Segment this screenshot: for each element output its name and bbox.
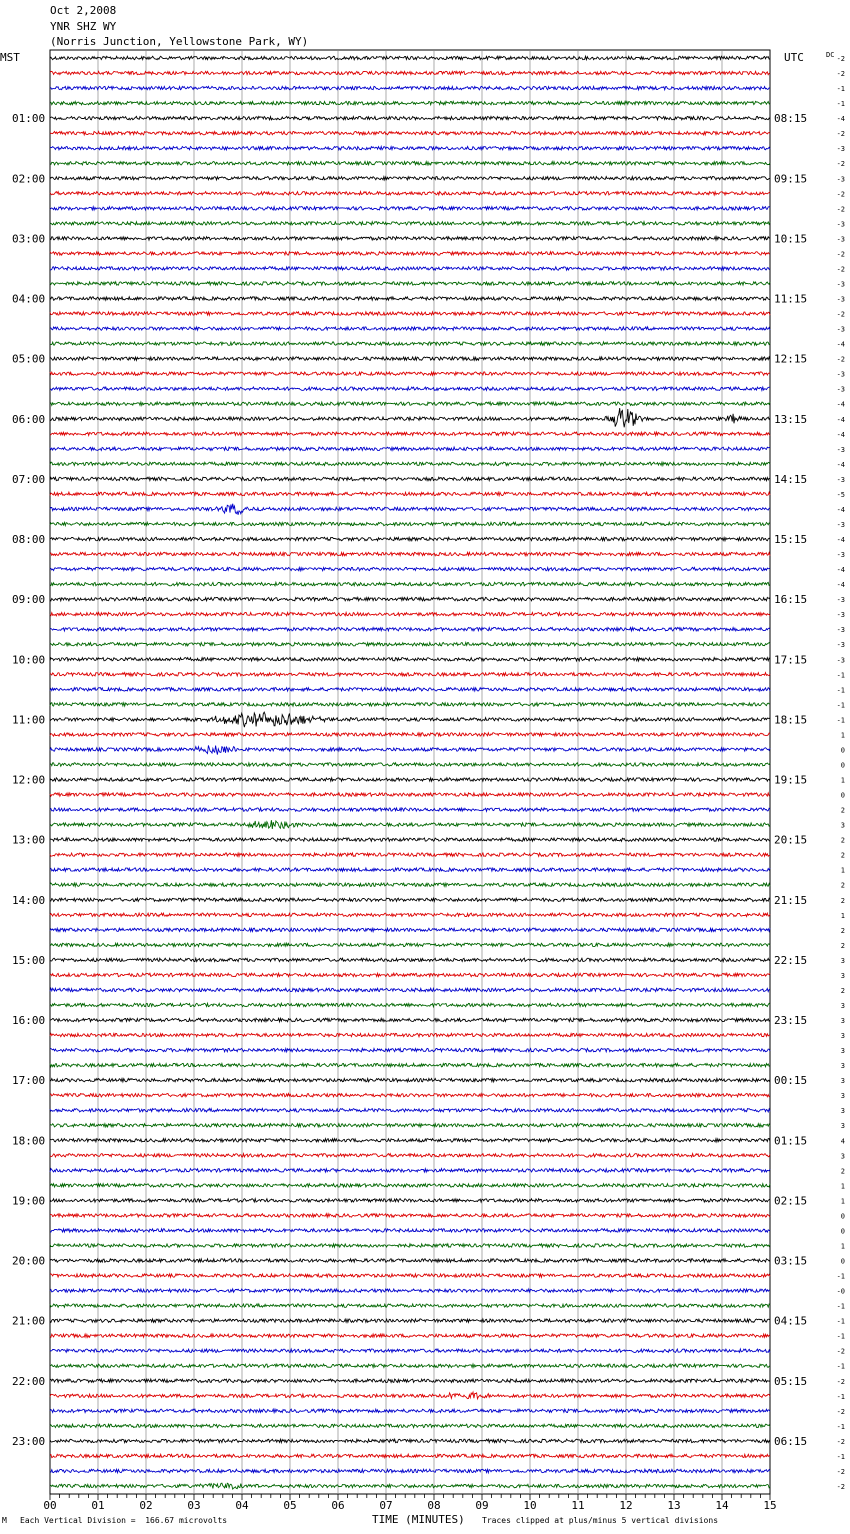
seismic-trace (50, 703, 770, 706)
mst-hour-label: 19:00 (12, 1194, 46, 1208)
dc-offset-label: -3 (836, 280, 845, 289)
footer-mark: M (2, 1516, 7, 1525)
dc-offset-label: -5 (836, 490, 845, 499)
seismic-trace (50, 267, 770, 270)
dc-offset-label: -2 (836, 1377, 845, 1386)
dc-offset-label: 1 (840, 731, 845, 740)
seismic-trace (50, 1319, 770, 1322)
seismic-trace (50, 372, 770, 375)
dc-offset-label: 2 (840, 986, 845, 995)
header-station: YNR SHZ WY (50, 20, 117, 33)
seismic-trace (50, 582, 770, 585)
mst-hour-label: 21:00 (12, 1314, 46, 1328)
dc-offset-label: -3 (836, 611, 845, 620)
dc-offset-label: 3 (840, 821, 845, 830)
seismic-trace (50, 1469, 770, 1472)
mst-hour-label: 14:00 (12, 893, 46, 907)
seismic-trace (50, 898, 770, 901)
utc-hour-label: 17:15 (774, 653, 808, 667)
dc-offset-label: 0 (840, 1212, 845, 1221)
mst-hour-label: 08:00 (12, 533, 46, 547)
mst-hour-label: 16:00 (12, 1014, 46, 1028)
dc-offset-label: 3 (840, 971, 845, 980)
seismic-trace (50, 71, 770, 74)
seismic-trace (50, 793, 770, 796)
seismic-trace (50, 1244, 770, 1247)
dc-offset-label: -4 (836, 430, 845, 439)
mst-hour-label: 03:00 (12, 232, 46, 246)
x-tick-label: 10 (523, 1499, 537, 1512)
utc-hour-label: 15:15 (774, 533, 808, 547)
x-tick-label: 09 (475, 1499, 489, 1512)
seismic-trace (50, 312, 770, 315)
utc-hour-label: 06:15 (774, 1434, 808, 1448)
dc-offset-label: 1 (840, 911, 845, 920)
seismic-trace (50, 1184, 770, 1187)
seismic-trace (50, 1349, 770, 1352)
seismic-trace (50, 778, 770, 781)
seismic-trace (50, 357, 770, 360)
seismic-trace (50, 688, 770, 691)
seismic-trace (50, 808, 770, 811)
utc-hour-label: 00:15 (774, 1074, 808, 1088)
dc-offset-label: -1 (836, 1452, 845, 1461)
dc-offset-label: -3 (836, 656, 845, 665)
seismic-trace (50, 56, 770, 59)
dc-offset-label: -3 (836, 520, 845, 529)
dc-offset-label: 2 (840, 806, 845, 815)
x-tick-label: 01 (91, 1499, 105, 1512)
mst-hour-label: 01:00 (12, 112, 46, 126)
mst-hour-label: 18:00 (12, 1134, 46, 1148)
seismic-trace (50, 712, 770, 727)
seismic-trace (50, 1334, 770, 1337)
x-axis-title: TIME (MINUTES) (372, 1513, 465, 1526)
dc-offset-label: -1 (836, 701, 845, 710)
utc-hour-label: 08:15 (774, 112, 808, 126)
seismic-trace (50, 745, 770, 754)
seismic-trace (50, 402, 770, 405)
seismic-trace (50, 820, 770, 829)
dc-offset-label: -1 (836, 100, 845, 109)
seismic-trace (50, 177, 770, 180)
dc-offset-label: -4 (836, 505, 845, 514)
dc-offset-label: 0 (840, 1227, 845, 1236)
seismic-trace (50, 462, 770, 465)
header-location: (Norris Junction, Yellowstone Park, WY) (50, 35, 309, 48)
dc-offset-label: 2 (840, 926, 845, 935)
seismic-trace (50, 1364, 770, 1367)
dc-offset-label: 0 (840, 746, 845, 755)
seismic-trace (50, 387, 770, 390)
dc-offset-label: -1 (836, 686, 845, 695)
dc-offset-label: 1 (840, 1197, 845, 1206)
dc-offset-label: 3 (840, 1047, 845, 1056)
seismic-trace (50, 1079, 770, 1082)
mst-hour-label: 12:00 (12, 773, 46, 787)
dc-offset-label: -3 (836, 325, 845, 334)
dc-offset-label: 3 (840, 1107, 845, 1116)
seismic-trace (50, 116, 770, 119)
dc-offset-label: -1 (836, 1392, 845, 1401)
seismic-trace (50, 1018, 770, 1021)
seismic-trace (50, 958, 770, 961)
dc-offset-label: 3 (840, 1032, 845, 1041)
dc-offset-label: -2 (836, 190, 845, 199)
seismic-trace (50, 1169, 770, 1172)
x-tick-label: 08 (427, 1499, 441, 1512)
dc-offset-label: -2 (836, 130, 845, 139)
x-tick-label: 14 (715, 1499, 729, 1512)
seismic-trace (50, 192, 770, 195)
seismic-trace (50, 1409, 770, 1412)
seismic-trace (50, 763, 770, 766)
mst-hour-label: 02:00 (12, 172, 46, 186)
seismic-trace (50, 492, 770, 495)
seismic-trace (50, 1154, 770, 1157)
x-tick-label: 03 (187, 1499, 201, 1512)
x-tick-label: 06 (331, 1499, 345, 1512)
utc-hour-label: 14:15 (774, 472, 808, 486)
dc-offset-label: 2 (840, 896, 845, 905)
dc-offset-label: -1 (836, 1272, 845, 1281)
utc-hour-label: 18:15 (774, 713, 808, 727)
seismic-trace (50, 1274, 770, 1277)
dc-offset-label: -1 (836, 1362, 845, 1371)
dc-offset-label: 2 (840, 836, 845, 845)
dc-offset-label: -3 (836, 445, 845, 454)
utc-hour-label: 21:15 (774, 893, 808, 907)
dc-offset-label: 3 (840, 1077, 845, 1086)
dc-offset-label: -2 (836, 55, 845, 63)
dc-offset-label: -4 (836, 566, 845, 575)
seismic-trace (50, 1063, 770, 1066)
dc-offset-label: -3 (836, 641, 845, 650)
dc-offset-label: 2 (840, 851, 845, 860)
seismic-trace (50, 597, 770, 600)
dc-offset-label: -3 (836, 475, 845, 484)
dc-offset-label: -4 (836, 460, 845, 469)
dc-offset-label: 1 (840, 776, 845, 785)
seismic-trace (50, 132, 770, 135)
utc-hour-label: 22:15 (774, 953, 808, 967)
seismic-trace (50, 252, 770, 255)
seismic-trace (50, 973, 770, 976)
seismic-trace (50, 1483, 770, 1489)
mst-hour-label: 15:00 (12, 953, 46, 967)
scale-note: Each Vertical Division = 166.67 microvolts (20, 1516, 228, 1525)
header-date: Oct 2,2008 (50, 4, 117, 17)
seismic-trace (50, 1214, 770, 1217)
seismic-trace (50, 838, 770, 841)
dc-offset-label: -3 (836, 220, 845, 229)
seismic-trace (50, 1259, 770, 1262)
dc-offset-label: 3 (840, 956, 845, 965)
dc-offset-label: -3 (836, 235, 845, 244)
x-tick-label: 07 (379, 1499, 393, 1512)
seismic-trace (50, 1289, 770, 1292)
x-tick-label: 00 (43, 1499, 57, 1512)
dc-offset-label: 2 (840, 1167, 845, 1176)
seismic-trace (50, 1199, 770, 1202)
dc-offset-label: 3 (840, 1122, 845, 1131)
dc-offset-label: -2 (836, 1437, 845, 1446)
dc-offset-label: -2 (836, 265, 845, 274)
clip-note: Traces clipped at plus/minus 5 vertical divisions (482, 1516, 719, 1525)
seismic-trace (50, 943, 770, 946)
dc-offset-label: -3 (836, 370, 845, 379)
utc-hour-label: 04:15 (774, 1314, 808, 1328)
utc-hour-label: 05:15 (774, 1374, 808, 1388)
seismic-trace (50, 432, 770, 435)
utc-hour-label: 16:15 (774, 593, 808, 607)
seismic-trace (50, 1033, 770, 1036)
dc-offset-label: -1 (836, 1422, 845, 1431)
mst-hour-label: 04:00 (12, 292, 46, 306)
dc-offset-label: 1 (840, 866, 845, 875)
dc-offset-label: -1 (836, 85, 845, 94)
seismic-trace (50, 86, 770, 89)
dc-offset-label: 0 (840, 761, 845, 770)
mst-hour-label: 11:00 (12, 713, 46, 727)
seismic-trace (50, 1304, 770, 1307)
dc-offset-label: -1 (836, 1317, 845, 1326)
dc-offset-label: -4 (836, 581, 845, 590)
x-tick-label: 05 (283, 1499, 297, 1512)
dc-offset-label: -2 (836, 160, 845, 169)
seismic-trace (50, 147, 770, 150)
utc-hour-label: 13:15 (774, 412, 808, 426)
dc-title-label: DC (826, 51, 835, 59)
dc-offset-label: -4 (836, 400, 845, 409)
x-tick-label: 15 (763, 1499, 777, 1512)
dc-offset-label: -2 (836, 1483, 845, 1491)
dc-offset-label: -4 (836, 115, 845, 124)
seismic-trace (50, 658, 770, 661)
utc-hour-label: 10:15 (774, 232, 808, 246)
dc-offset-label: -2 (836, 1467, 845, 1476)
seismic-trace (50, 207, 770, 210)
utc-hour-label: 01:15 (774, 1134, 808, 1148)
dc-offset-label: -3 (836, 175, 845, 184)
seismic-trace (50, 1379, 770, 1382)
x-tick-label: 11 (571, 1499, 585, 1512)
seismic-trace (50, 1124, 770, 1127)
x-tick-label: 13 (667, 1499, 681, 1512)
seismic-trace (50, 522, 770, 525)
seismic-trace (50, 162, 770, 165)
seismic-trace (50, 868, 770, 871)
dc-offset-label: 3 (840, 1017, 845, 1026)
dc-offset-label: -2 (836, 355, 845, 364)
seismic-trace (50, 1392, 770, 1399)
dc-offset-label: -1 (836, 1332, 845, 1341)
dc-offset-label: -3 (836, 295, 845, 304)
dc-offset-label: 2 (840, 941, 845, 950)
seismic-trace (50, 282, 770, 285)
utc-hour-label: 09:15 (774, 172, 808, 186)
mst-hour-label: 06:00 (12, 412, 46, 426)
seismic-trace (50, 1139, 770, 1142)
mst-hour-label: 13:00 (12, 833, 46, 847)
seismic-trace (50, 297, 770, 300)
dc-offset-label: -2 (836, 205, 845, 214)
dc-offset-label: 2 (840, 881, 845, 890)
dc-offset-label: -1 (836, 1302, 845, 1311)
seismic-trace (50, 477, 770, 480)
dc-offset-label: 1 (840, 1182, 845, 1191)
dc-offset-label: -3 (836, 551, 845, 560)
utc-hour-label: 20:15 (774, 833, 808, 847)
seismic-trace (50, 101, 770, 104)
seismic-trace (50, 567, 770, 570)
seismic-trace (50, 853, 770, 856)
dc-offset-label: -2 (836, 250, 845, 259)
mst-hour-label: 10:00 (12, 653, 46, 667)
seismic-trace (50, 327, 770, 330)
seismic-trace (50, 928, 770, 931)
seismic-trace (50, 988, 770, 991)
dc-offset-label: -2 (836, 70, 845, 79)
mst-hour-label: 05:00 (12, 352, 46, 366)
right-axis-title: UTC (784, 51, 804, 64)
x-tick-label: 02 (139, 1499, 153, 1512)
seismic-trace (50, 913, 770, 916)
mst-hour-label: 20:00 (12, 1254, 46, 1268)
utc-hour-label: 11:15 (774, 292, 808, 306)
left-axis-title: MST (0, 51, 20, 64)
dc-offset-label: 4 (840, 1137, 845, 1146)
dc-offset-label: -2 (836, 1347, 845, 1356)
seismic-trace (50, 1439, 770, 1442)
dc-offset-label: -4 (836, 340, 845, 349)
seismic-trace (50, 1229, 770, 1232)
seismic-trace (50, 1454, 770, 1457)
dc-offset-label: 0 (840, 1257, 845, 1266)
seismic-trace (50, 1094, 770, 1097)
x-tick-label: 12 (619, 1499, 633, 1512)
seismic-trace (50, 237, 770, 240)
utc-hour-label: 03:15 (774, 1254, 808, 1268)
dc-offset-label: -1 (836, 716, 845, 725)
dc-offset-label: 3 (840, 1092, 845, 1101)
mst-hour-label: 17:00 (12, 1074, 46, 1088)
dc-offset-label: -3 (836, 626, 845, 635)
dc-offset-label: -3 (836, 385, 845, 394)
dc-offset-label: 3 (840, 1001, 845, 1010)
seismic-trace (50, 628, 770, 631)
seismic-trace (50, 447, 770, 450)
seismic-trace (50, 643, 770, 646)
dc-offset-label: -4 (836, 415, 845, 424)
seismic-trace (50, 222, 770, 225)
utc-hour-label: 02:15 (774, 1194, 808, 1208)
mst-hour-label: 07:00 (12, 472, 46, 486)
mst-hour-label: 09:00 (12, 593, 46, 607)
dc-offset-label: 0 (840, 791, 845, 800)
seismic-trace (50, 504, 770, 515)
seismic-trace (50, 613, 770, 616)
seismic-trace (50, 552, 770, 555)
dc-offset-label: -0 (836, 1287, 845, 1296)
dc-offset-label: -2 (836, 310, 845, 319)
dc-offset-label: -2 (836, 1407, 845, 1416)
dc-offset-label: -1 (836, 671, 845, 680)
utc-hour-label: 23:15 (774, 1014, 808, 1028)
seismic-trace (50, 1003, 770, 1006)
utc-hour-label: 19:15 (774, 773, 808, 787)
seismic-trace (50, 1048, 770, 1051)
mst-hour-label: 23:00 (12, 1434, 46, 1448)
dc-offset-label: -3 (836, 596, 845, 605)
seismic-trace (50, 1424, 770, 1427)
dc-offset-label: 1 (840, 1242, 845, 1251)
mst-hour-label: 22:00 (12, 1374, 46, 1388)
dc-offset-label: 3 (840, 1152, 845, 1161)
seismic-trace (50, 673, 770, 676)
dc-offset-label: 3 (840, 1062, 845, 1071)
x-tick-label: 04 (235, 1499, 249, 1512)
seismic-trace (50, 408, 770, 427)
seismic-trace (50, 1109, 770, 1112)
seismic-trace (50, 342, 770, 345)
dc-offset-label: -3 (836, 145, 845, 154)
seismic-trace (50, 537, 770, 540)
dc-offset-label: -4 (836, 536, 845, 545)
utc-hour-label: 12:15 (774, 352, 808, 366)
seismic-trace (50, 733, 770, 736)
seismic-trace (50, 883, 770, 886)
